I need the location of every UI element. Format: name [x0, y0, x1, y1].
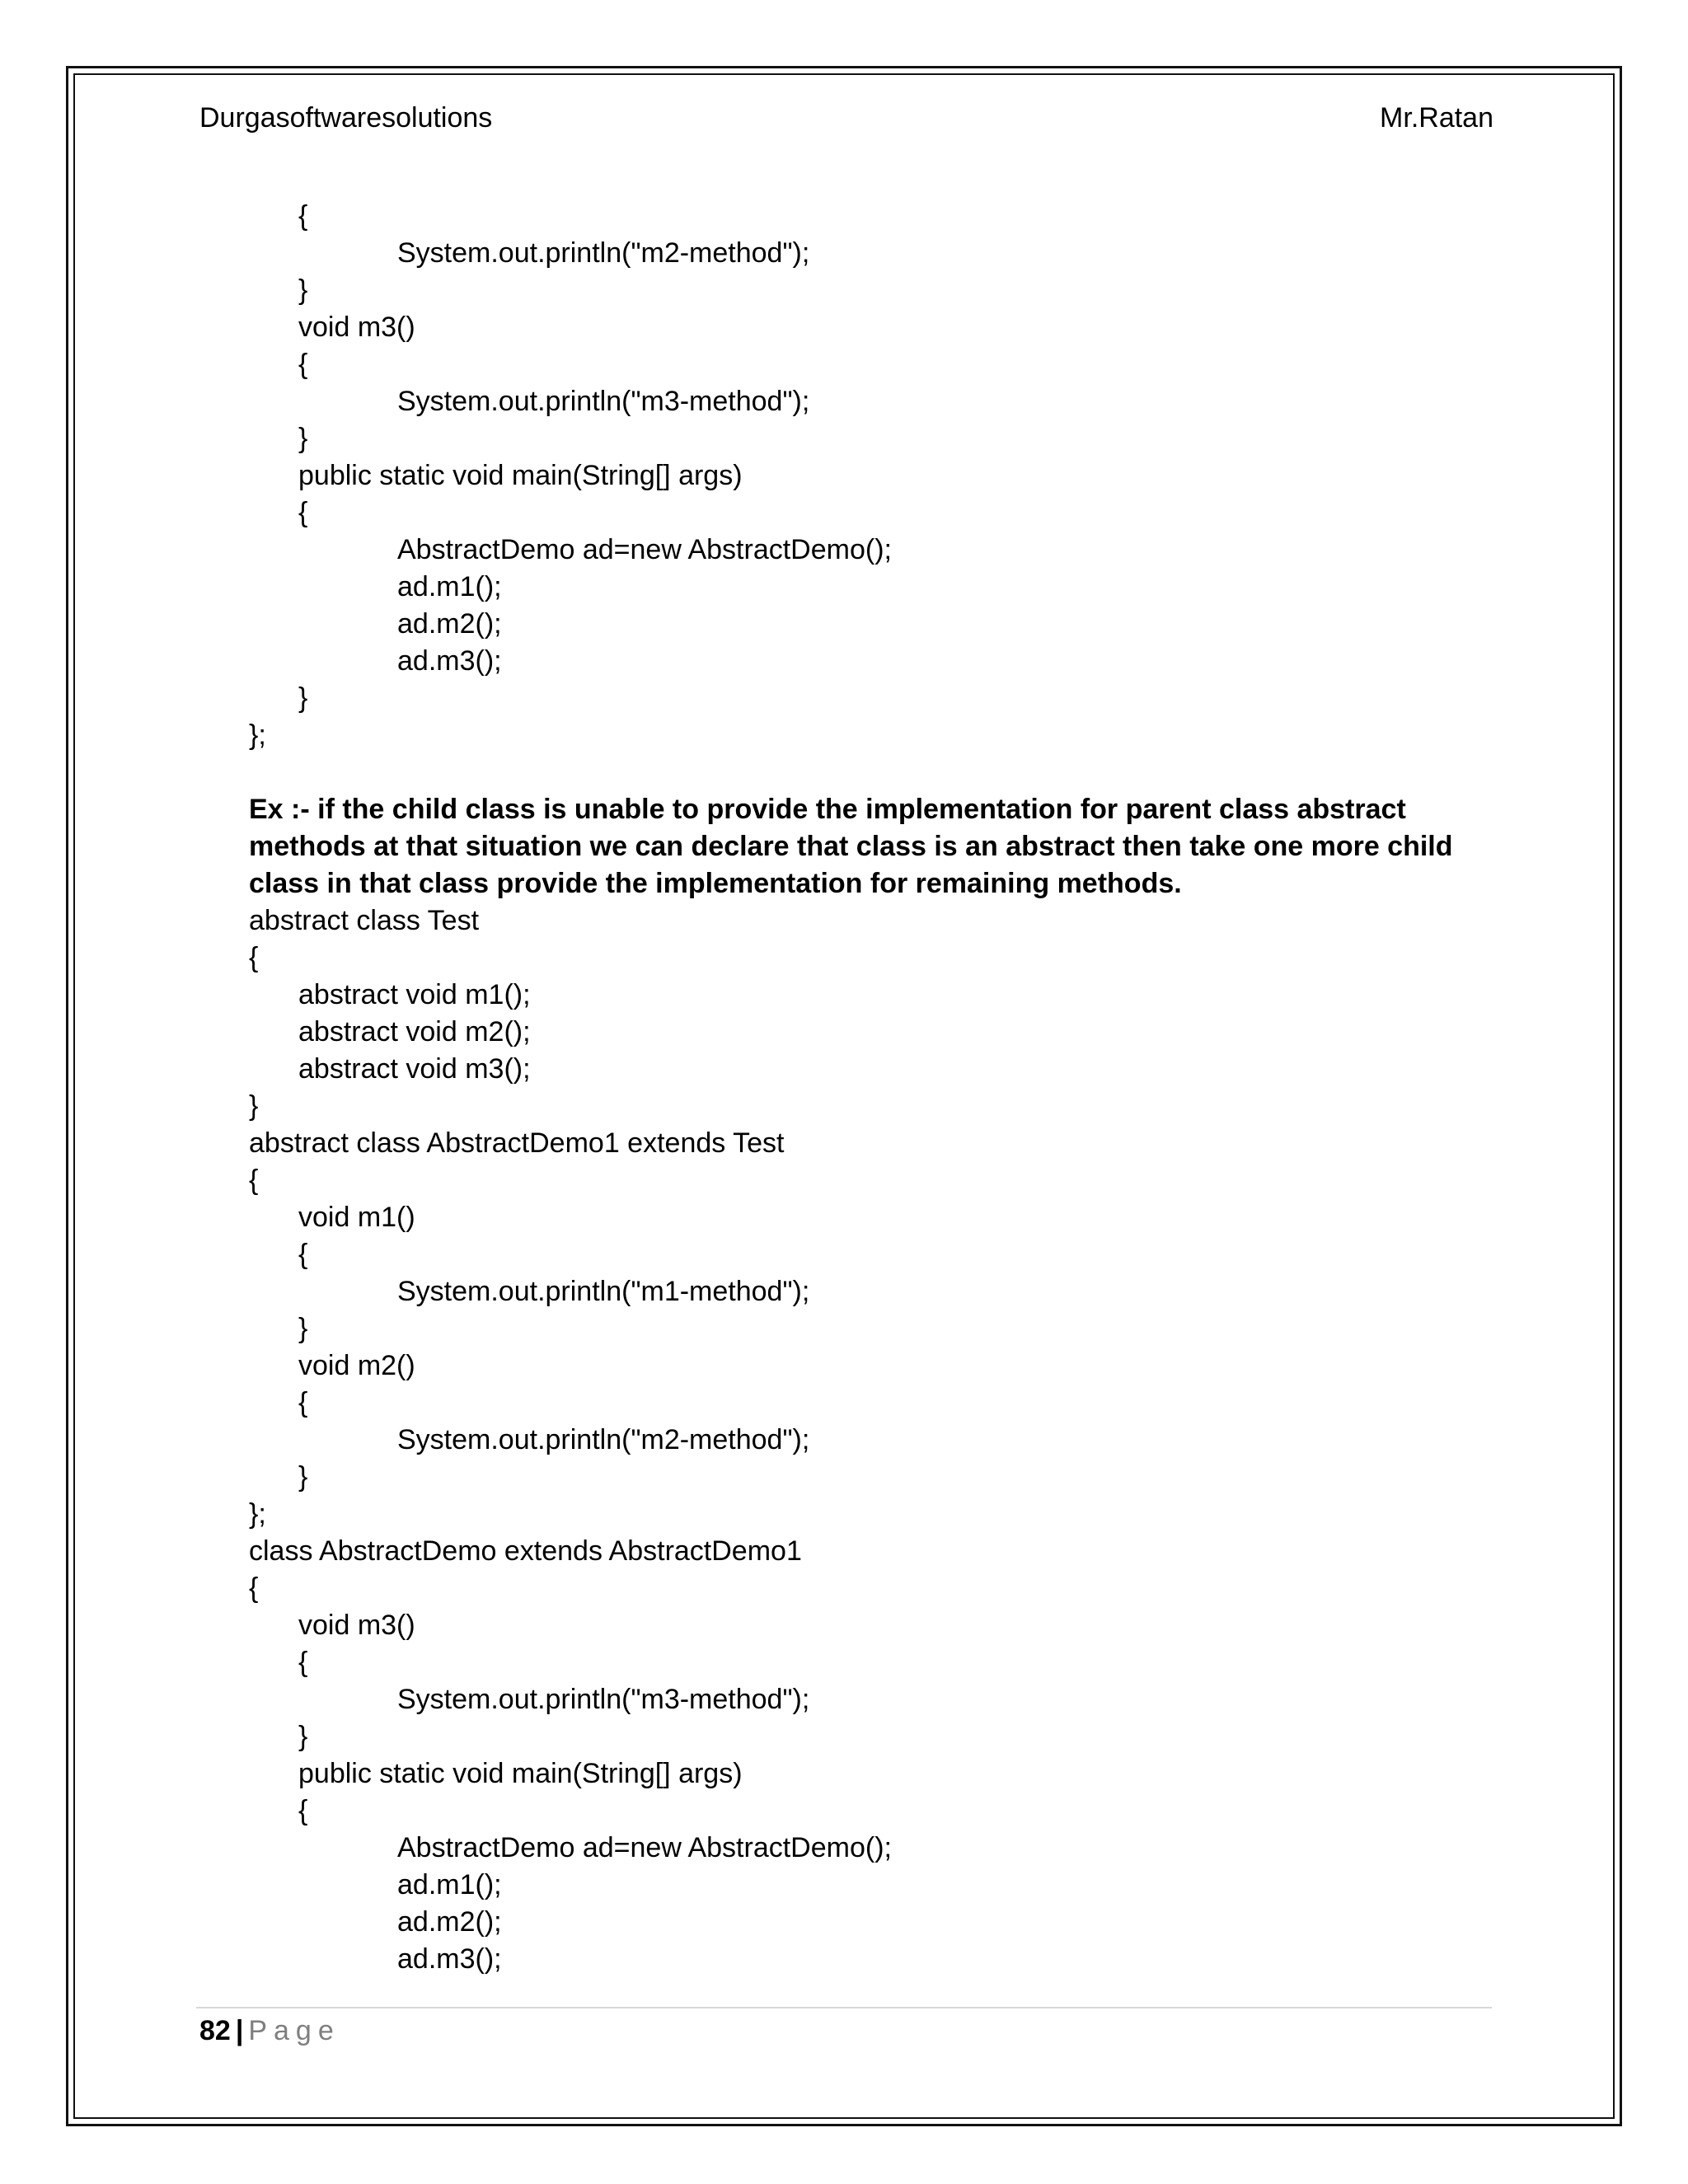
page-content — [249, 198, 1518, 1978]
page-footer — [199, 2013, 340, 2049]
code-line: } — [298, 1721, 308, 1752]
header-company: Durgasoftwaresolutions — [199, 102, 493, 134]
code-line: } — [249, 1090, 259, 1122]
code-line: ad.m2(); — [397, 608, 502, 640]
example-paragraph: Ex :- if the child class is unable to provide the implementation for parent class abstract methods at that situation we can declare that class is an abstract then take one more child class in that class provide the implementation for remaining methods. — [249, 794, 1453, 899]
code-line: }; — [249, 719, 266, 751]
spacer — [249, 754, 1518, 791]
code-line: ad.m3(); — [397, 645, 502, 677]
code-line: System.out.println("m3-method"); — [397, 386, 810, 417]
code-line: void m2() — [298, 1350, 415, 1381]
code-line: System.out.println("m2-method"); — [397, 1424, 810, 1455]
code-line: { — [249, 1572, 259, 1604]
code-line: { — [298, 497, 308, 528]
code-line: public static void main(String[] args) — [298, 460, 743, 491]
code-line: } — [298, 274, 308, 306]
code-line: ad.m3(); — [397, 1943, 502, 1975]
code-line: }; — [249, 1498, 266, 1530]
header-author: Mr.Ratan — [1380, 102, 1493, 134]
code-line: void m3() — [298, 1610, 415, 1641]
code-line: } — [298, 682, 308, 714]
page-separator: | — [235, 2015, 244, 2046]
code-line: System.out.println("m3-method"); — [397, 1684, 810, 1715]
code-line: System.out.println("m2-method"); — [397, 237, 810, 269]
code-line: } — [298, 1313, 308, 1344]
code-line: abstract class AbstractDemo1 extends Test — [249, 1127, 785, 1159]
code-line: abstract void m2(); — [298, 1016, 531, 1047]
page-label: Page — [248, 2015, 340, 2046]
code-line: { — [298, 349, 308, 380]
code-line: abstract void m1(); — [298, 979, 531, 1010]
code-line: } — [298, 423, 308, 454]
code-line: AbstractDemo ad=new AbstractDemo(); — [397, 534, 892, 565]
code-line: { — [298, 1795, 308, 1826]
code-line: { — [298, 1647, 308, 1678]
code-line: { — [298, 1239, 308, 1270]
code-line: } — [298, 1461, 308, 1493]
page-number: 82 — [199, 2015, 231, 2046]
code-line: { — [298, 1387, 308, 1418]
code-line: void m3() — [298, 312, 415, 343]
code-line: abstract class Test — [249, 905, 480, 936]
code-line: { — [298, 200, 308, 232]
code-line: public static void main(String[] args) — [298, 1758, 743, 1789]
code-line: ad.m2(); — [397, 1906, 502, 1938]
footer-divider — [196, 2007, 1492, 2008]
code-line: AbstractDemo ad=new AbstractDemo(); — [397, 1832, 892, 1863]
code-line: void m1() — [298, 1202, 415, 1233]
code-line: ad.m1(); — [397, 1869, 502, 1900]
code-line: { — [249, 1165, 259, 1196]
code-line: class AbstractDemo extends AbstractDemo1 — [249, 1535, 802, 1567]
code-line: System.out.println("m1-method"); — [397, 1276, 810, 1307]
code-line: ad.m1(); — [397, 571, 502, 602]
code-line: { — [249, 942, 259, 973]
code-line: abstract void m3(); — [298, 1053, 531, 1085]
